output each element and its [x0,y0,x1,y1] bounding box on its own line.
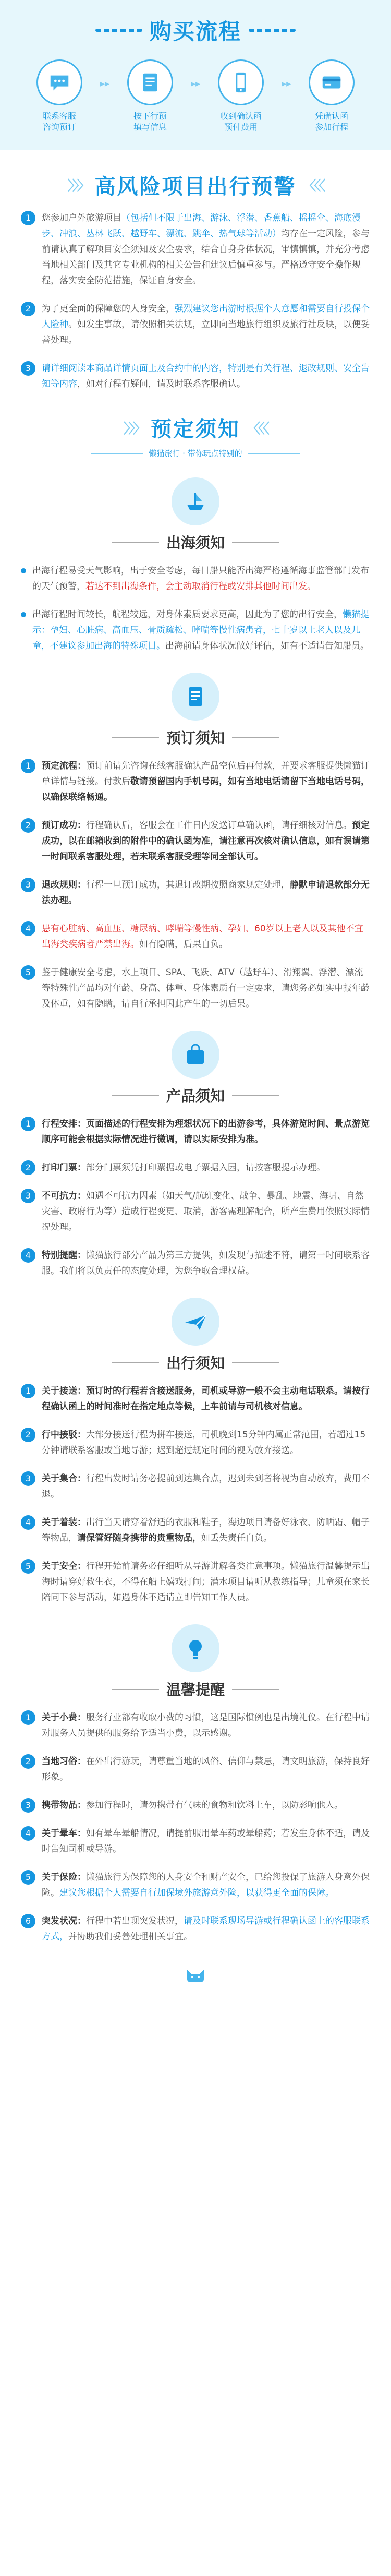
text-run: 关于集合： [42,1473,86,1484]
item-text [42,1913,370,1945]
warning-title: 高风险项目出行预警 [94,175,297,199]
step-consult [28,59,91,133]
list-item [21,301,370,348]
item-number-badge: 2 [21,1428,35,1442]
section-heading [0,1031,391,1106]
text-run: 预定成功，以在邮箱收到的附件中的确认函为准，请注意再次核对确认信息，如有误请第一时间联系客服处理，若未联系客服受理等同全部认可。 [42,820,370,862]
item-text [32,563,370,594]
item-number-badge: 3 [21,1798,35,1813]
item-text [42,1116,370,1147]
text-run: 出行当天请穿着舒适的衣服和鞋子，海边项目请备好泳衣、防晒霜、帽子等物品， [42,1517,370,1543]
section-title: 产品须知 [112,1085,279,1106]
item-number-badge: 3 [21,878,35,892]
section-title: 温馨提醒 [112,1679,279,1699]
item-number-badge: 2 [21,302,35,316]
section-heading [0,673,391,748]
item-text [42,1383,370,1415]
bag-icon [172,1031,219,1079]
item-text [42,1248,370,1279]
text-run: 大部分接送行程为拼车接送，司机晚到15分钟内属正常范围，若超过15分钟请联系客服或当地导游；迟到超过规定时间的视为放弃接送。 [42,1430,366,1456]
plane-icon [172,1298,219,1346]
item-number-badge: 5 [21,1559,35,1574]
text-run: 关于着装： [42,1517,86,1528]
text-run: 行程开始前请务必仔细听从导游讲解各类注意事项。懒猫旅行温馨提示出海时请穿好救生衣，不得在船上嬉戏打闹；潜水项目请听从教练指导；儿童须在家长陪同下参与活动，如遇身体不适请立即告知工作人员。 [42,1561,370,1603]
notes-sections [0,477,391,1945]
list-item [21,1826,370,1857]
item-text [42,1798,343,1813]
list-item [21,1383,370,1415]
item-number-badge: 4 [21,1826,35,1841]
text-run: 建议您根据个人需要自行加保境外旅游意外险，以获得更全面的保障。 [59,1888,334,1898]
list-item [21,877,370,908]
item-text [42,1515,370,1546]
list-item [21,1710,370,1741]
section-list [0,563,391,654]
text-run: 退改规则： [42,880,86,890]
item-number-badge [21,568,26,573]
text-run: 特别提醒： [42,1250,86,1261]
purchase-flow-title: 购买流程 [149,19,241,44]
text-run: 携带物品： [42,1800,86,1811]
item-text [32,607,370,654]
text-run: 行中接驳： [42,1430,86,1440]
text-run: 懒猫旅行为保障您的人身安全和财产安全，已给您投保了旅游人身意外保险。 [42,1872,370,1898]
text-run: 关于安全： [42,1561,86,1572]
arrow-icon: ▸▸ [100,78,109,89]
item-number-badge: 1 [21,1384,35,1398]
section-heading [0,1624,391,1699]
text-run: 静默申请退款部分无法办理。 [42,880,370,906]
footer-cat-icon [0,1957,391,2002]
text-run: 如遇不可抗力因素（如天气/航班变化、战争、暴乱、地震、海啸、自然灾害、政府行为等）造成行程变更、取消，游客需理解配合，所产生费用依照实际情况处理。 [42,1191,370,1232]
item-text [42,758,370,805]
section-list [0,1710,391,1945]
text-run: 均存在一定风险，参与前请认真了解项目安全须知及安全要求，结合自身身体状况，审慎慎慎，并充分考虑当地相关部门及其它专业机构的相关公告和建议后慎重参与。严格遵守安全操作规程，落实安全防范措施，保证自身安全。 [42,229,370,286]
text-run: 打印门票： [42,1163,86,1173]
item-text [42,1160,325,1176]
item-number-badge: 2 [21,1160,35,1175]
item-number-badge: 1 [21,1710,35,1725]
title-decoration-right [249,29,296,32]
step-label: 按下行预 填写信息 [133,111,167,132]
item-number-badge: 5 [21,1870,35,1885]
text-run: 行程中若出现突发状况， [86,1916,184,1926]
purchase-flow-banner [0,0,391,150]
item-text [42,1427,370,1458]
text-run: 关于晕车： [42,1828,86,1839]
text-run: 预订时的行程若含接送服务，司机或导游一般不会主动电话联系。请按行程确认函上的时间准时在指定地点等候，上车前请与司机核对信息。 [42,1386,370,1412]
section-title: 预订须知 [112,727,279,748]
item-text [42,818,370,865]
list-item [21,1559,370,1605]
step-confirm-pay [210,59,272,133]
chevrons-left-icon: 〉〉〉 [67,178,89,194]
list-item [21,758,370,805]
text-run: 部分门票须凭打印票据或电子票据入园，请按客服提示办理。 [86,1163,325,1173]
list-item [21,361,370,392]
item-number-badge [21,612,26,617]
step-label: 凭确认函 参加行程 [315,111,349,132]
item-text [42,210,370,289]
list-item [21,818,370,865]
text-run: 您参加户外旅游项目 [42,213,121,223]
item-text [42,1559,370,1605]
text-run: 强烈建议您出游时根据个人意愿和需要自行投保个人险种 [42,304,370,330]
text-run: 鉴于健康安全考虑，水上项目、SPA、飞跃、ATV（越野车）、滑翔翼、浮潜、漂流等特殊性产品均对年龄、身高、体重、身体素质有一定要求，请您务必如实申报年龄及体重，如有隐瞒，请自行承担因此产生的一切后果。 [42,967,370,1009]
item-text [42,1188,370,1235]
chevrons-right-icon: 〈〈〈 [302,178,324,194]
bulb-icon [172,1624,219,1672]
text-run: 若达不到出海条件，会主动取消行程或安排其他时间出发。 [85,581,316,592]
list-item [21,1870,370,1901]
item-number-badge: 4 [21,1515,35,1530]
text-run: 如丢失责任自负。 [201,1533,272,1543]
item-text [42,1826,370,1857]
card-icon [309,59,355,105]
list-item [21,921,370,952]
item-text [42,301,370,348]
text-run: 参加行程时，请勿携带有气味的食物和饮料上车，以防影响他人。 [86,1800,343,1811]
warning-heading [0,170,391,200]
text-run: 页面描述的行程安排为理想状况下的出游参考，具体游览时间、景点游览顺序可能会根据实际情况进行微调，请以实际安排为准。 [42,1119,370,1145]
item-number-badge: 1 [21,211,35,225]
text-run: 请保管好随身携带的贵重物品， [77,1533,201,1543]
text-run: 预定流程： [42,761,86,771]
text-run: 行程一旦预订成功，其退订改期按照商家规定处理， [86,880,290,890]
arrow-icon: ▸▸ [282,78,291,89]
title-decoration-left [95,29,142,32]
list-item [21,1798,370,1813]
text-run: （包括但不限于出海、游泳、浮潜、香蕉船、摇摇伞、海底漫步、冲浪、丛林飞跃、越野车、漂流、跳伞、热气球等活动） [42,213,361,239]
item-text [42,877,370,908]
text-run: 懒猫旅行部分产品为第三方提供，如发现与描述不符，请第一时间联系客服。我们将以负责任的态度处理，为您争取合理权益。 [42,1250,370,1276]
form-icon [127,59,173,105]
section-heading [0,1298,391,1373]
phone-icon [218,59,264,105]
text-run: 预订成功： [42,820,86,831]
chevrons-left-icon: 〉〉〉 [123,421,144,437]
text-run: 行程确认后，客服会在工作日内发送订单确认函，请仔细核对信息。 [86,820,352,831]
text-run: 为了更全面的保障您的人身安全， [42,304,175,314]
step-fill-info [119,59,181,133]
list-item [21,1116,370,1147]
text-run: 出海行程易受天气影响，出于安全考虑，每日船只能否出海严格遵循海事监管部门发布的天气预警， [32,566,369,592]
item-number-badge: 2 [21,1754,35,1769]
text-run: 敬请预留国内手机号码，如有当地电话请留下当地电话号码，以确保联络畅通。 [42,776,370,802]
text-run: 出海前请身体状况做好评估，如有不适请告知船员。 [165,641,369,651]
item-text [42,1754,370,1785]
list-item [21,607,370,654]
warning-list [0,210,391,392]
item-number-badge: 2 [21,818,35,833]
notes-title: 预定须知 [151,417,240,441]
list-item [21,1188,370,1235]
step-join-trip [300,59,363,133]
item-text [42,1870,370,1901]
text-run: 患有心脏病、高血压、糖尿病、哮喘等慢性病、孕妇、60岁以上老人以及其他不宜出海类疾病者严禁出海。 [42,924,363,950]
list-item [21,1160,370,1176]
list-item [21,1427,370,1458]
notes-subtitle: 懒猫旅行 · 带你玩点特别的 [86,448,304,459]
text-run: 并协助我们妥善处理相关事宜。 [68,1932,192,1942]
item-number-badge: 3 [21,361,35,376]
list-item [21,1515,370,1546]
text-run: 服务行业都有收取小费的习惯，这是国际惯例也是出境礼仪。在行程中请对服务人员提供的服务给予适当小费，以示感谢。 [42,1712,370,1739]
doc-icon [172,673,219,721]
item-number-badge: 6 [21,1914,35,1928]
notes-heading [0,413,391,459]
arrow-icon: ▸▸ [190,78,201,89]
item-text [42,965,370,1012]
ship-icon [172,477,219,525]
text-run: 关于接送： [42,1386,86,1396]
section-heading [0,477,391,553]
text-run: 在外出行游玩，请尊重当地的风俗、信仰与禁忌，请文明旅游，保持良好形象。 [42,1756,370,1782]
section-title: 出海须知 [112,532,279,553]
list-item [21,1248,370,1279]
step-label: 联系客服 咨询预订 [42,111,76,132]
item-number-badge: 5 [21,965,35,980]
item-text [42,361,370,392]
list-item [21,1754,370,1785]
text-run: 请及时联系现场导游或行程确认函上的客服联系方式， [42,1916,370,1942]
chevrons-right-icon: 〈〈〈 [247,421,268,437]
text-run: 请详细阅读本商品详情页面上及合约中的内容，特别是有关行程、退改规则、安全告知等内容 [42,363,370,389]
text-run: 预订前请先咨询在线客服确认产品空位后再付款，并要求客服提供懒猫订单详情与链接。付款后 [42,761,370,787]
text-run: 关于小费： [42,1712,86,1723]
item-text [42,1471,370,1502]
text-run: 懒猫提示：孕妇、心脏病、高血压、骨质疏松、哮喘等慢性病患者，七十岁以上老人以及儿童，不建议参加出海的特殊项目。 [32,609,369,651]
section-title: 出行须知 [112,1352,279,1373]
item-number-badge: 4 [21,1248,35,1263]
text-run: 。如发生事故，请依照相关法规，立即向当地旅行组织及旅行社反映，以便妥善处理。 [42,319,370,345]
item-number-badge: 4 [21,921,35,936]
text-run: 关于保险： [42,1872,86,1883]
item-number-badge: 1 [21,1117,35,1131]
list-item [21,1913,370,1945]
text-run: 突发状况： [42,1916,86,1926]
item-text [42,921,370,952]
item-text [42,1710,370,1741]
item-number-badge: 1 [21,759,35,773]
item-number-badge: 3 [21,1189,35,1203]
item-number-badge: 3 [21,1471,35,1486]
purchase-flow-title-wrap [95,15,296,46]
section-list [0,1383,391,1605]
chat-icon [36,59,82,105]
section-list [0,1116,391,1279]
text-run: 行程安排： [42,1119,86,1129]
step-label: 收到确认函 预付费用 [220,111,262,132]
text-run: 出海行程时间较长，航程较远，对身体素质要求更高，因此为了您的出行安全， [32,609,343,620]
list-item [21,965,370,1012]
list-item [21,1471,370,1502]
section-list [0,758,391,1012]
purchase-steps [0,59,391,133]
text-run: 不可抗力： [42,1191,86,1201]
text-run: ，如对行程有疑问，请及时联系客服确认。 [77,379,246,389]
list-item [21,210,370,289]
text-run: 行程出发时请务必提前到达集合点，迟到未到者将视为自动放弃，费用不退。 [42,1473,370,1500]
text-run: 如有隐瞒，后果自负。 [139,939,228,950]
text-run: 当地习俗： [42,1756,86,1767]
list-item [21,563,370,594]
text-run: 如有晕车晕船情况，请提前服用晕车药或晕船药；若发生身体不适，请及时告知司机或导游。 [42,1828,370,1854]
